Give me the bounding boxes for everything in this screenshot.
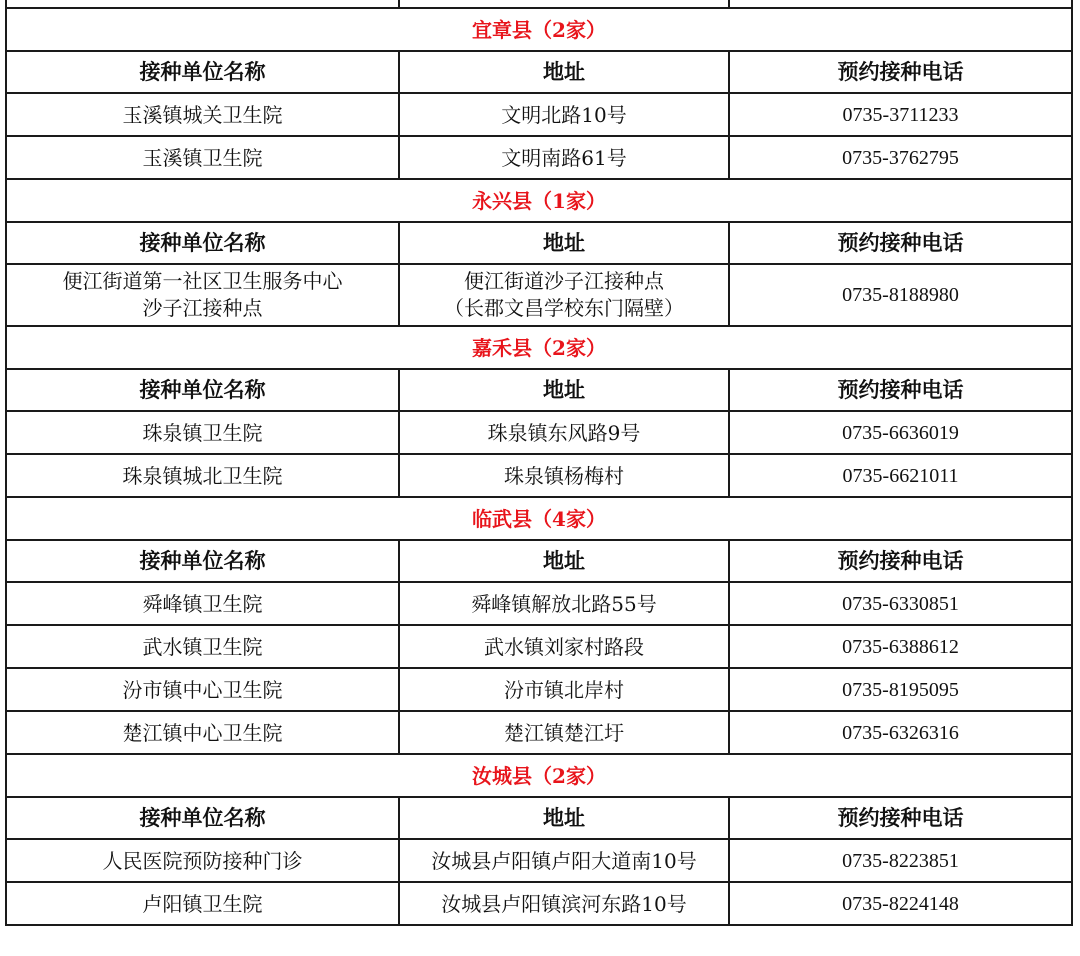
unit-name: 舜峰镇卫生院 [142,591,263,616]
unit-name-cell [6,582,399,625]
phone-cell: 0735-3711233 [729,93,1072,136]
region-row [6,754,1072,797]
address-cell [399,136,729,179]
unit-name: 玉溪镇城关卫生院 [122,102,283,127]
table-row [6,625,1072,668]
address: 便江街道沙子江接种点 [464,269,664,293]
header-unit-name: 接种单位名称 [6,51,399,93]
unit-name: 卢阳镇卫生院 [142,891,263,916]
column-header-row [6,369,1072,411]
header-address: 地址 [399,222,729,264]
header-address: 地址 [399,51,729,93]
phone-cell: 0735-6636019 [729,411,1072,454]
table-row [6,582,1072,625]
phone-cell: 0735-6388612 [729,625,1072,668]
phone-cell: 0735-8195095 [729,668,1072,711]
unit-name-cell [6,411,399,454]
table-row [6,93,1072,136]
region-row [6,326,1072,369]
unit-name-cell [6,93,399,136]
address: 珠泉镇东风路9号 [487,420,641,445]
column-header-row [6,797,1072,839]
unit-name-cell [6,136,399,179]
vaccination-sites-document [5,0,1071,956]
phone-cell: 0735-8224148 [729,882,1072,925]
unit-name: 楚江镇中心卫生院 [122,720,283,745]
vaccination-sites-table [5,0,1073,926]
phone-cell: 0735-8188980 [729,264,1072,326]
region-title: 汝城县（2家） [6,754,1072,797]
address: 汝城县卢阳镇卢阳大道南10号 [431,848,697,873]
address-cell [399,882,729,925]
table-row [6,264,1072,326]
region-title: 宜章县（2家） [6,8,1072,51]
region-row [6,179,1072,222]
address-cell [399,668,729,711]
region-title: 临武县（4家） [6,497,1072,540]
region-row [6,8,1072,51]
header-address: 地址 [399,369,729,411]
unit-name-cell [6,454,399,497]
unit-name-cell [6,264,399,326]
column-header-row [6,222,1072,264]
table-row [6,136,1072,179]
region-row [6,497,1072,540]
address: 楚江镇楚江圩 [504,720,624,745]
region-title: 永兴县（1家） [6,179,1072,222]
address-cell [399,411,729,454]
table-row [6,711,1072,754]
address-cell [399,625,729,668]
table-row [6,411,1072,454]
header-phone: 预约接种电话 [729,369,1072,411]
phone-cell: 0735-3762795 [729,136,1072,179]
phone-cell: 0735-6330851 [729,582,1072,625]
address-cell [399,454,729,497]
address: 文明北路10号 [501,102,627,127]
phone-cell: 0735-8223851 [729,839,1072,882]
table-row [6,668,1072,711]
unit-name: 珠泉镇卫生院 [142,420,263,445]
header-unit-name: 接种单位名称 [6,797,399,839]
previous-section-tail [6,0,1072,8]
unit-name: 玉溪镇卫生院 [142,145,263,170]
phone-cell: 0735-6621011 [729,454,1072,497]
header-phone: 预约接种电话 [729,222,1072,264]
address-cell [399,711,729,754]
header-unit-name: 接种单位名称 [6,222,399,264]
unit-name-cell [6,711,399,754]
header-unit-name: 接种单位名称 [6,540,399,582]
unit-name: 沙子江接种点 [142,296,263,320]
address: （长郡文昌学校东门隔壁） [444,296,684,320]
unit-name: 便江街道第一社区卫生服务中心 [62,269,343,293]
region-title: 嘉禾县（2家） [6,326,1072,369]
address: 文明南路61号 [501,145,627,170]
header-phone: 预约接种电话 [729,540,1072,582]
address: 珠泉镇杨梅村 [504,463,624,488]
header-address: 地址 [399,540,729,582]
table-row [6,839,1072,882]
header-phone: 预约接种电话 [729,797,1072,839]
phone-cell: 0735-6326316 [729,711,1072,754]
header-address: 地址 [399,797,729,839]
unit-name-cell [6,839,399,882]
address: 武水镇刘家村路段 [484,634,644,659]
unit-name: 人民医院预防接种门诊 [102,848,303,873]
unit-name: 汾市镇中心卫生院 [122,677,283,702]
unit-name: 武水镇卫生院 [142,634,263,659]
unit-name: 珠泉镇城北卫生院 [122,463,283,488]
unit-name-cell [6,668,399,711]
table-row [6,454,1072,497]
address-cell [399,839,729,882]
address-cell [399,582,729,625]
column-header-row [6,540,1072,582]
address: 汾市镇北岸村 [504,677,624,702]
address: 汝城县卢阳镇滨河东路10号 [441,891,687,916]
table-row [6,882,1072,925]
column-header-row [6,51,1072,93]
address-cell [399,264,729,326]
header-unit-name: 接种单位名称 [6,369,399,411]
header-phone: 预约接种电话 [729,51,1072,93]
address: 舜峰镇解放北路55号 [471,591,657,616]
address-cell [399,93,729,136]
unit-name-cell [6,625,399,668]
unit-name-cell [6,882,399,925]
